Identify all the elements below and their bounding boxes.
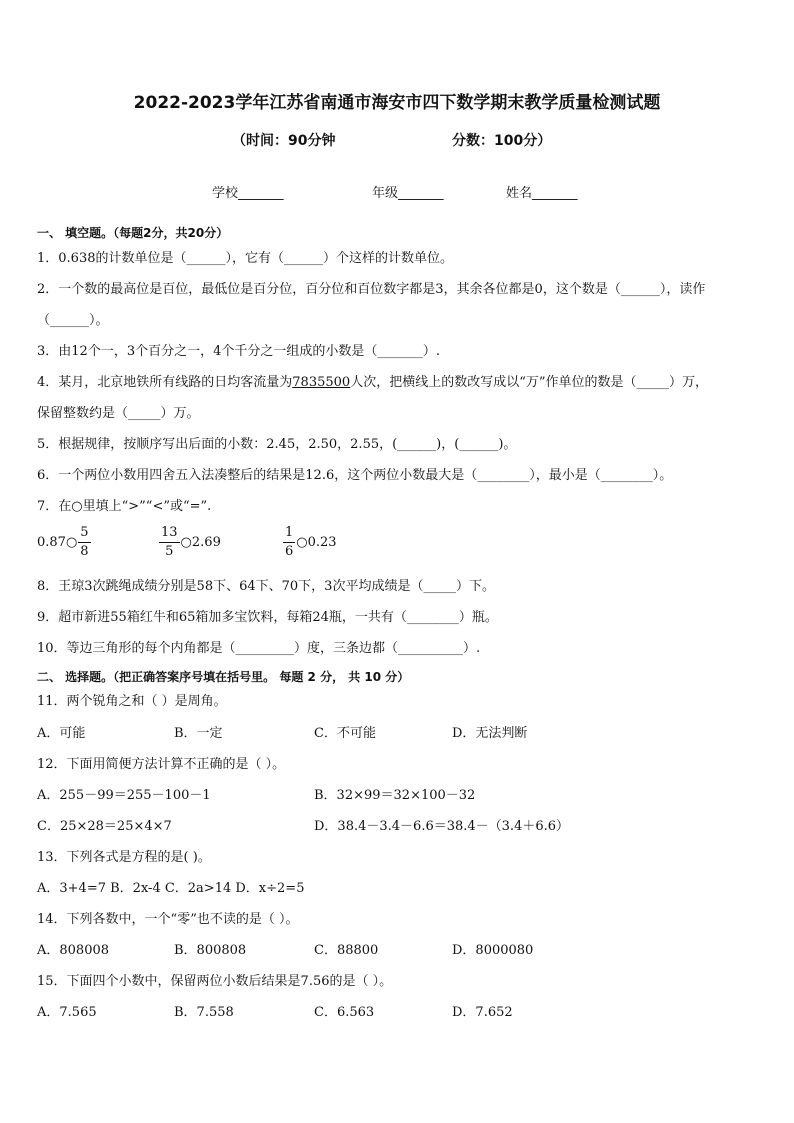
q12-option-b: B．32×99＝32×100－32	[314, 788, 476, 803]
question-4	[37, 374, 708, 392]
question-7: 7．在○里填上“>”“<”或“=”.	[37, 499, 212, 514]
q11-option-a: A．可能	[37, 726, 86, 741]
question-4-underlined-number: 7835500	[292, 375, 351, 390]
q11-option-d: D．无法判断	[452, 726, 528, 741]
q14-option-d: D．8000080	[452, 943, 534, 958]
q12-option-c: C．25×28＝25×4×7	[37, 819, 172, 834]
question-8: 8．王琼3次跳绳成绩分别是58下、64下、70下，3次平均成绩是（_____）下。	[37, 579, 495, 594]
question-2: 2．一个数的最高位是百位，最低位是百分位，百分位和百位数字都是3，其余各位都是0，这个数是（______），读作	[37, 282, 706, 297]
q15-option-d: D．7.652	[452, 1005, 513, 1020]
q7-c-fraction	[283, 524, 295, 561]
question-6: 6．一个两位小数用四舍五入法凑整后的结果是12.6，这个两位小数最大是（________），最小是（________）。	[37, 468, 673, 483]
q14-option-b: B．800808	[174, 943, 247, 958]
question-13: 13．下列各式是方程的是( )。	[37, 850, 211, 865]
question-2-line-2: （______）。	[37, 313, 109, 328]
q7-b-denominator: 5	[165, 544, 174, 559]
q7-a-left: 0.87○	[37, 535, 78, 550]
question-7-item-a	[37, 524, 92, 561]
page-title: 2022-2023学年江苏省南通市海安市四下数学期末教学质量检测试题	[133, 93, 661, 113]
question-5: 5．根据规律，按顺序写出后面的小数：2.45，2.50，2.55，(______)，(______)。	[37, 437, 517, 452]
q7-a-denominator: 8	[80, 544, 89, 559]
q7-b-right: ○2.69	[180, 535, 221, 550]
q11-option-c: C．不可能	[314, 726, 376, 741]
q7-a-fraction	[78, 524, 90, 561]
question-12: 12．下面用简便方法计算不正确的是（ ）。	[37, 757, 286, 772]
name-field: 姓名_______	[506, 186, 578, 201]
q14-option-c: C．88800	[314, 943, 379, 958]
question-10: 10．等边三角形的每个内角都是（_________）度，三条边都（__________）.	[37, 641, 481, 656]
grade-field: 年级_______	[372, 186, 444, 201]
q15-option-b: B．7.558	[174, 1005, 234, 1020]
question-14: 14．下列各数中，一个“零”也不读的是（ ）。	[37, 912, 299, 927]
exam-time: （时间：90分钟	[232, 133, 336, 149]
section-heading-fill-blank: 一、 填空题。（每题2分，共20分）	[37, 226, 229, 240]
question-1: 1．0.638的计数单位是（______），它有（______）个这样的计数单位。	[37, 251, 453, 266]
q15-option-a: A．7.565	[37, 1005, 97, 1020]
q15-option-c: C．6.563	[314, 1005, 375, 1020]
question-9: 9．超市新进55箱红牛和65箱加多宝饮料，每箱24瓶，一共有（________）瓶。	[37, 610, 498, 625]
q14-option-a: A．808008	[37, 943, 110, 958]
q13-options: A．3+4=7 B．2x-4 C．2a>14 D．x÷2=5	[37, 881, 305, 896]
question-4-text-b: 人次，把横线上的数改写成以“万”作单位的数是（_____）万，	[350, 375, 708, 390]
q7-b-fraction	[159, 524, 180, 561]
question-11: 11．两个锐角之和（ ）是周角。	[37, 694, 227, 709]
section-heading-multiple-choice: 二、 选择题。（把正确答案序号填在括号里。 每题 2 分， 共 10 分）	[37, 670, 410, 684]
q7-b-numerator: 13	[159, 524, 180, 543]
q11-option-b: B．一定	[174, 726, 223, 741]
exam-score: 分数：100分）	[452, 133, 552, 149]
question-4-text-a: 4．某月，北京地铁所有线路的日均客流量为	[37, 375, 293, 390]
q12-option-d: D．38.4－3.4－6.6＝38.4－（3.4＋6.6）	[314, 819, 570, 834]
question-15: 15．下面四个小数中，保留两位小数后结果是7.56的是（ ）。	[37, 974, 393, 989]
q7-c-denominator: 6	[285, 544, 294, 559]
question-3: 3．由12个一，3个百分之一，4个千分之一组成的小数是（_______）.	[37, 344, 440, 359]
school-field: 学校_______	[212, 186, 284, 201]
q7-c-numerator: 1	[283, 524, 295, 543]
q7-c-right: ○0.23	[296, 535, 337, 550]
question-7-item-c	[282, 524, 337, 561]
question-4-line-2: 保留整数约是（_____）万。	[37, 406, 200, 421]
question-7-item-b	[158, 524, 221, 561]
q12-option-a: A．255－99＝255－100－1	[37, 788, 211, 803]
q7-a-numerator: 5	[78, 524, 90, 543]
